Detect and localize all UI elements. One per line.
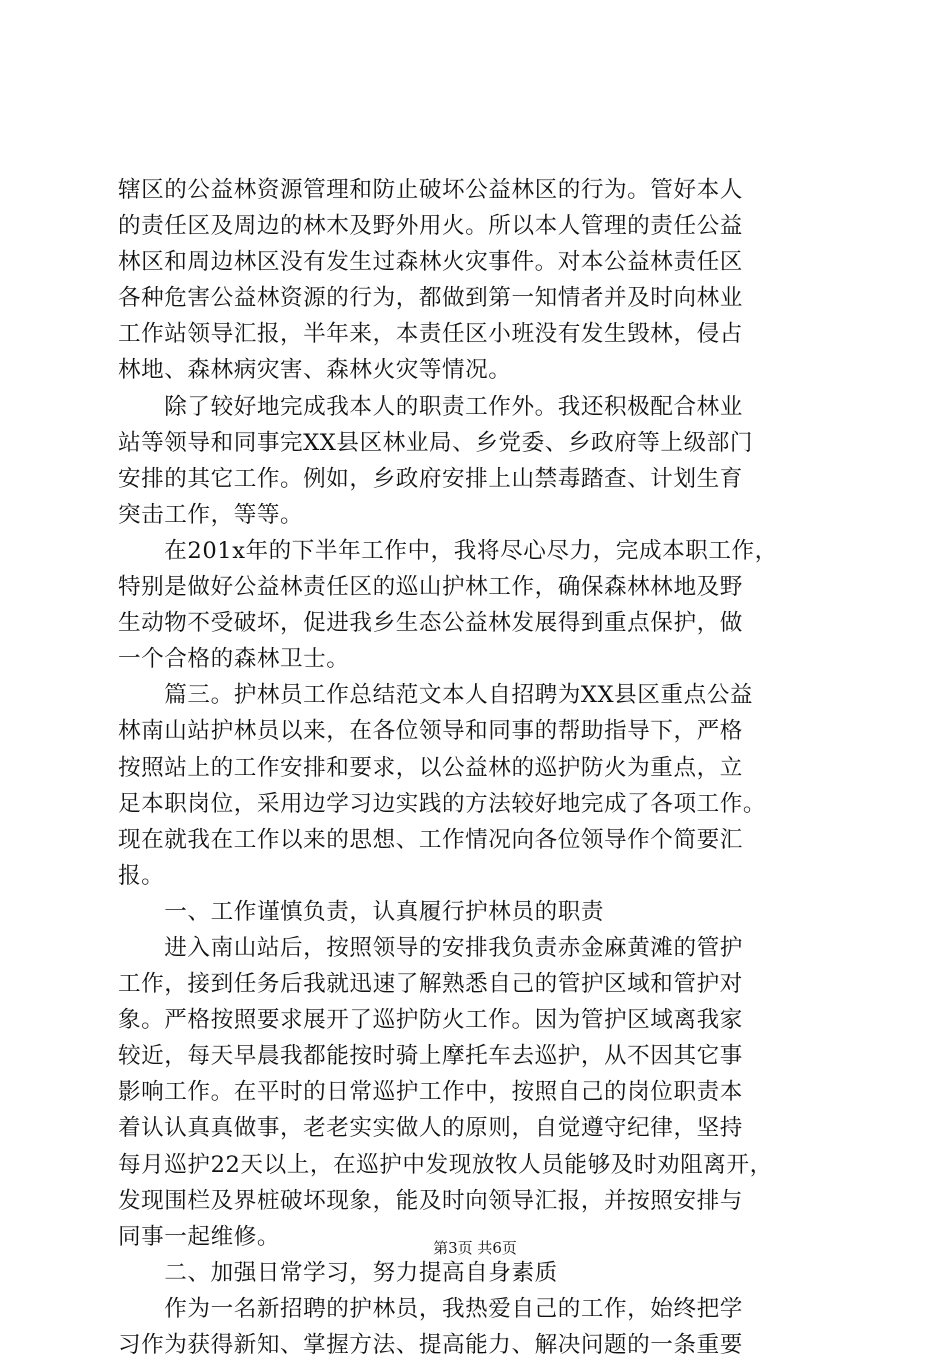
section-heading: 一、工作谨慎负责，认真履行护林员的职责 [118,898,605,925]
body-line: 每月巡护22天以上，在巡护中发现放牧人员能够及时劝阻离开， [118,1151,773,1178]
paragraph-first-line: 作为一名新招聘的护林员，我热爱自己的工作，始终把学 [118,1295,743,1322]
body-line: 林区和周边林区没有发生过森林火灾事件。对本公益林责任区 [118,249,743,276]
paragraph-first-line: 除了较好地完成我本人的职责工作外。我还积极配合林业 [118,393,743,420]
page-number-footer: 第3页 共6页 [433,1239,517,1257]
document-body [118,172,838,1363]
body-line: 一个合格的森林卫士。 [118,646,350,673]
body-line: 站等领导和同事完XX县区林业局、乡党委、乡政府等上级部门 [118,429,754,456]
paragraph-first-line: 篇三。护林员工作总结范文本人自招聘为XX县区重点公益 [118,682,754,709]
body-line: 较近，每天早晨我都能按时骑上摩托车去巡护，从不因其它事 [118,1043,743,1070]
body-line: 发现围栏及界桩破坏现象，能及时向领导汇报，并按照安排与 [118,1187,743,1214]
body-line: 足本职岗位，采用边学习边实践的方法较好地完成了各项工作。 [118,790,767,817]
body-line: 安排的其它工作。例如，乡政府安排上山禁毒踏查、计划生育 [118,465,743,492]
body-line: 林地、森林病灾害、森林火灾等情况。 [118,357,512,384]
body-line: 工作，接到任务后我就迅速了解熟悉自己的管护区域和管护对 [118,971,743,998]
body-line: 现在就我在工作以来的思想、工作情况向各位领导作个简要汇 [118,826,743,853]
body-line: 工作站领导汇报，半年来，本责任区小班没有发生毁林，侵占 [118,321,743,348]
body-line: 特别是做好公益林责任区的巡山护林工作，确保森林林地及野 [118,574,743,601]
body-line: 着认认真真做事，老老实实做人的原则，自觉遵守纪律，坚持 [118,1115,743,1142]
body-line: 报。 [118,862,165,889]
paragraph-first-line: 在201x年的下半年工作中，我将尽心尽力，完成本职工作， [118,537,778,564]
body-line: 林南山站护林员以来，在各位领导和同事的帮助指导下，严格 [118,718,743,745]
section-heading: 二、加强日常学习，努力提高自身素质 [118,1259,558,1286]
paragraph-first-line: 进入南山站后，按照领导的安排我负责赤金麻黄滩的管护 [118,934,743,961]
body-line: 按照站上的工作安排和要求，以公益林的巡护防火为重点，立 [118,754,743,781]
body-line: 各种危害公益林资源的行为，都做到第一知情者并及时向林业 [118,285,743,312]
body-line: 辖区的公益林资源管理和防止破坏公益林区的行为。管好本人 [118,177,743,203]
body-line: 同事一起维修。 [118,1223,281,1250]
body-line: 突击工作，等等。 [118,501,304,528]
body-line: 习作为获得新知、掌握方法、提高能力、解决问题的一条重要 [118,1332,743,1358]
body-line: 的责任区及周边的林木及野外用火。所以本人管理的责任公益 [118,213,743,240]
body-line: 影响工作。在平时的日常巡护工作中，按照自己的岗位职责本 [118,1079,743,1106]
body-line: 生动物不受破坏，促进我乡生态公益林发展得到重点保护，做 [118,610,743,637]
body-line: 象。严格按照要求展开了巡护防火工作。因为管护区域离我家 [118,1007,743,1034]
